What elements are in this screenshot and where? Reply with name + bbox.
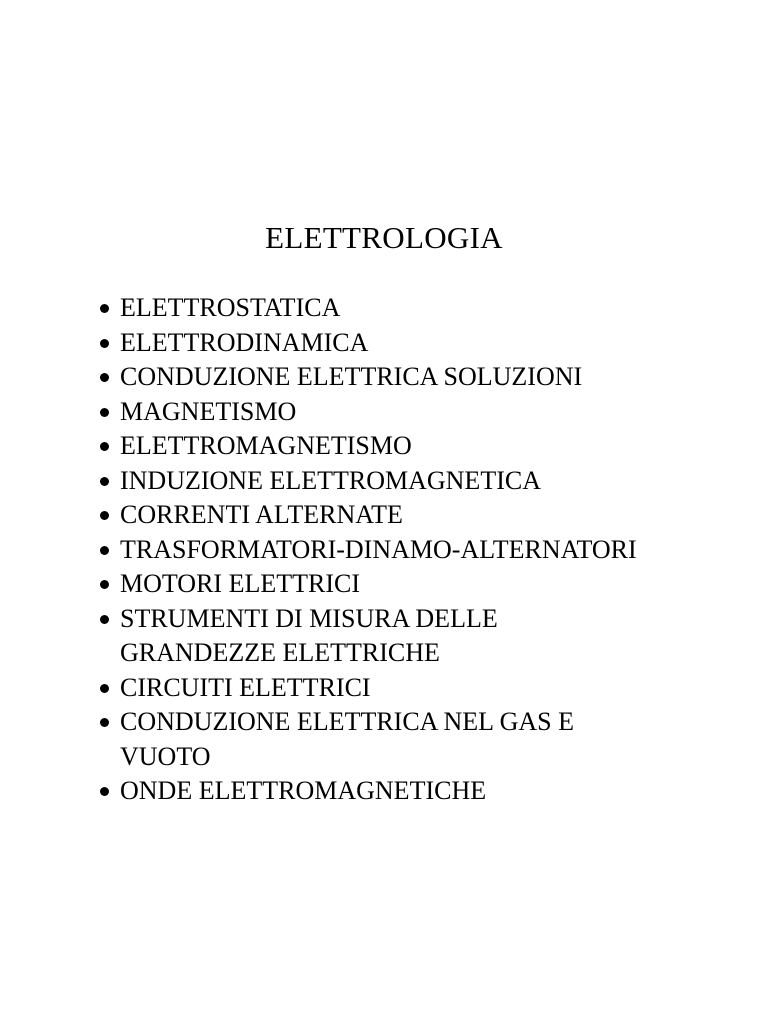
- list-item-text: [120, 498, 736, 533]
- list-item: [96, 774, 736, 809]
- list-item-label: TRASFORMATORI-DINAMO-ALTERNATORI: [120, 534, 637, 564]
- bullet-icon: [96, 774, 120, 809]
- bullet-icon: [96, 464, 120, 499]
- list-item-label: ONDE ELETTROMAGNETICHE: [120, 776, 487, 805]
- bullet-icon: [96, 498, 120, 533]
- list-item-text: [120, 705, 736, 774]
- list-item: [96, 498, 736, 533]
- list-item-text: [120, 464, 736, 499]
- list-item: [96, 429, 736, 464]
- page-title: ELETTROLOGIA: [265, 220, 503, 255]
- bullet-icon: [96, 705, 120, 740]
- list-item-text: [120, 395, 736, 430]
- list-item-label: CORRENTI ALTERNATE: [120, 500, 403, 529]
- list-item-text: [120, 291, 736, 326]
- list-item-label: INDUZIONE ELETTROMAGNETICA: [120, 465, 541, 495]
- list-item-text: [120, 360, 736, 395]
- list-item: [96, 395, 736, 430]
- bullet-icon: [96, 567, 120, 602]
- list-item-label: CONDUZIONE ELETTRICA SOLUZIONI: [120, 362, 583, 391]
- list-item-label: MOTORI ELETTRICI: [120, 569, 360, 598]
- list-item: [96, 705, 736, 774]
- list-item-label: ELETTROMAGNETISMO: [120, 431, 412, 460]
- list-item-text: [120, 602, 736, 671]
- bullet-icon: [96, 533, 120, 568]
- list-item: [96, 464, 736, 499]
- list-item: [96, 602, 736, 671]
- bullet-icon: [96, 360, 120, 395]
- list-item: [96, 671, 736, 706]
- list-item-label: CONDUZIONE ELETTRICA NEL GAS E: [120, 707, 574, 736]
- list-item-label: MAGNETISMO: [120, 396, 297, 426]
- bullet-icon: [96, 602, 120, 637]
- bullet-icon: [96, 326, 120, 361]
- list-item-label-continuation: GRANDEZZE ELETTRICHE: [120, 638, 440, 667]
- list-item: [96, 291, 736, 326]
- list-item: [96, 567, 736, 602]
- bullet-icon: [96, 429, 120, 464]
- list-item-label: ELETTRODINAMICA: [120, 327, 369, 357]
- list-item-text: [120, 671, 736, 706]
- list-item-text: [120, 567, 736, 602]
- list-item-label-continuation: VUOTO: [120, 741, 211, 771]
- list-item: [96, 360, 736, 395]
- bullet-icon: [96, 671, 120, 706]
- list-item: [96, 533, 736, 568]
- list-item-label: STRUMENTI DI MISURA DELLE: [120, 603, 498, 633]
- list-item-text: [120, 429, 736, 464]
- list-item: [96, 326, 736, 361]
- bullet-icon: [96, 395, 120, 430]
- list-item-label: CIRCUITI ELETTRICI: [120, 672, 371, 702]
- list-item-label: ELETTROSTATICA: [120, 293, 341, 322]
- bullet-icon: [96, 291, 120, 326]
- list-item-text: [120, 774, 736, 809]
- topic-list: [96, 291, 736, 809]
- list-item-text: [120, 326, 736, 361]
- list-item-text: [120, 533, 736, 568]
